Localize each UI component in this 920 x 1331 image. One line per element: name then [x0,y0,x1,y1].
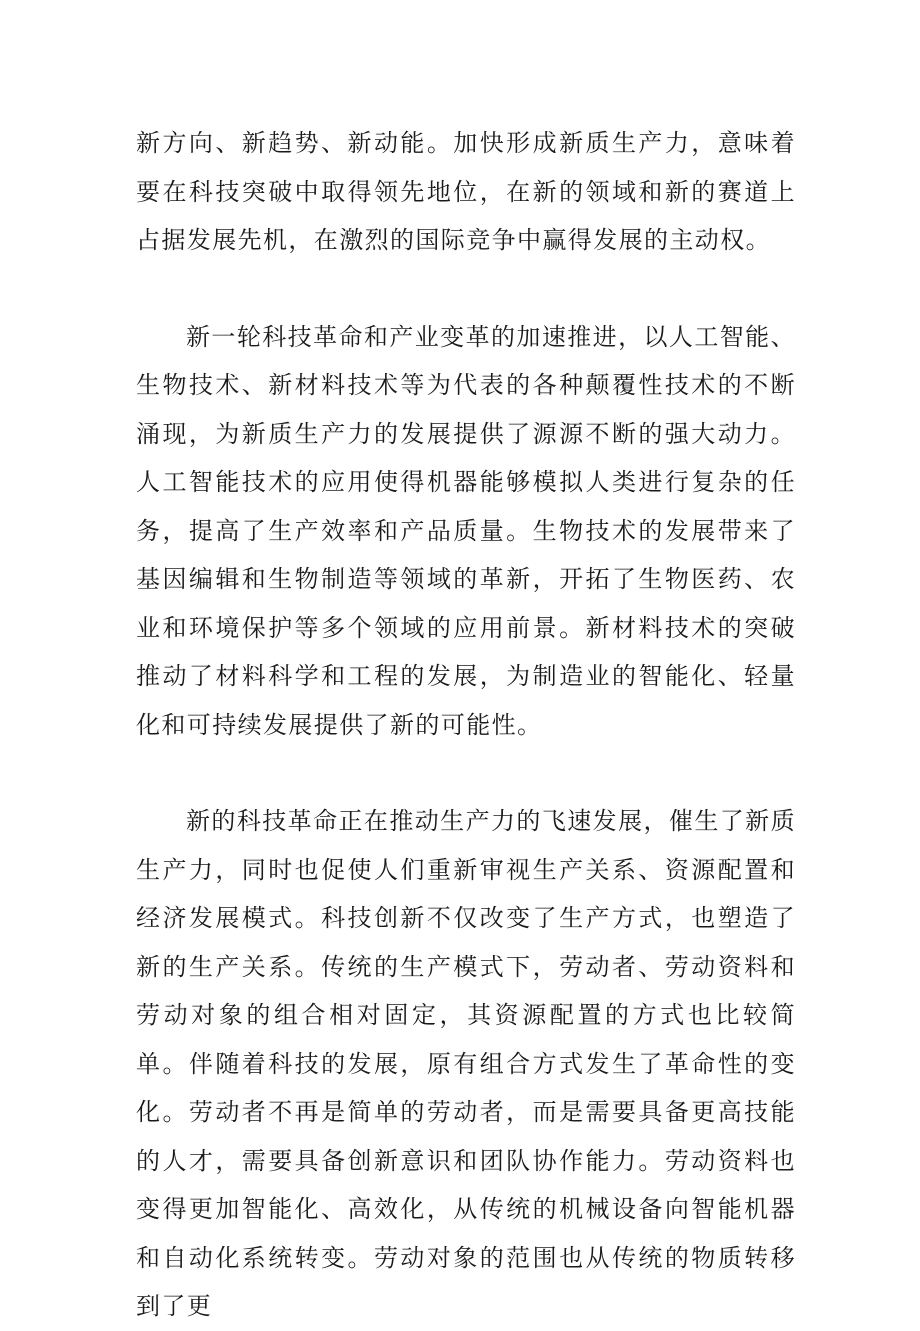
document-body [136,119,796,1331]
paragraph-1: 新方向、新趋势、新动能。加快形成新质生产力，意味着要在科技突破中取得领先地位，在新的领域和新的赛道上占据发展先机，在激烈的国际竞争中赢得发展的主动权。 [136,129,796,254]
paragraph-3: 新的科技革命正在推动生产力的飞速发展，催生了新质生产力，同时也促使人们重新审视生产关系、资源配置和经济发展模式。科技创新不仅改变了生产方式，也塑造了新的生产关系。传统的生产模式下，劳动者、劳动资料和劳动对象的组合相对固定，其资源配置的方式也比较简单。伴随着科技的发展，原有组合方式发生了革命性的变化。劳动者不再是简单的劳动者，而是需要具备更高技能的人才，需要具备创新意识和团队协作能力。劳动资料也变得更加智能化、高效化，从传统的机械设备向智能机器和自动化系统转变。劳动对象的范围也从传统的物质转移到了更 [136,807,796,1320]
paragraph-2: 新一轮科技革命和产业变革的加速推进，以人工智能、生物技术、新材料技术等为代表的各种颠覆性技术的不断涌现，为新质生产力的发展提供了源源不断的强大动力。人工智能技术的应用使得机器能够模拟人类进行复杂的任务，提高了生产效率和产品质量。生物技术的发展带来了基因编辑和生物制造等领域的革新，开拓了生物医药、农业和环境保护等多个领域的应用前景。新材料技术的突破推动了材料科学和工程的发展，为制造业的智能化、轻量化和可持续发展提供了新的可能性。 [136,322,796,739]
